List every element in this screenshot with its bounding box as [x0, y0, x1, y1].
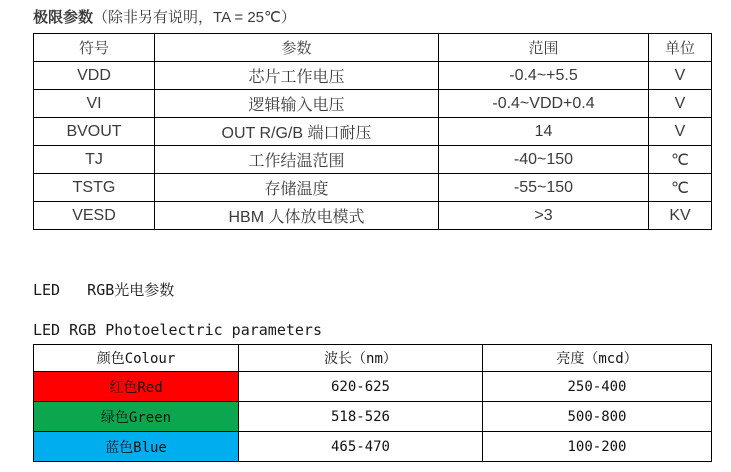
cell-wavelength: 518-526 — [239, 402, 483, 432]
table-row-blue — [34, 432, 712, 462]
limit-table-header-row — [34, 34, 712, 62]
col-header-parameter: 参数 — [155, 34, 439, 62]
table-row-vdd — [34, 62, 712, 90]
cell-unit: KV — [649, 202, 712, 230]
cell-range: -55~150 — [439, 174, 649, 202]
led-table-header-row — [34, 345, 712, 372]
cell-unit: ℃ — [649, 174, 712, 202]
col-header-colour: 颜色Colour — [34, 345, 239, 372]
table-row-tstg — [34, 174, 712, 202]
led-photoelectric-table — [33, 344, 712, 462]
cell-unit: V — [649, 90, 712, 118]
cell-brightness: 250-400 — [483, 372, 712, 402]
cell-parameter: OUT R/G/B 端口耐压 — [155, 118, 439, 146]
table-row-bvout — [34, 118, 712, 146]
title-condition: （除非另有说明，TA = 25℃） — [93, 9, 296, 26]
cell-unit: V — [649, 62, 712, 90]
cell-wavelength: 620-625 — [239, 372, 483, 402]
cell-symbol: TJ — [34, 146, 155, 174]
cell-parameter: HBM 人体放电模式 — [155, 202, 439, 230]
cell-symbol: VI — [34, 90, 155, 118]
table-row-green — [34, 402, 712, 432]
col-header-symbol: 符号 — [34, 34, 155, 62]
cell-colour-red: 红色Red — [34, 372, 239, 402]
cell-parameter: 芯片工作电压 — [155, 62, 439, 90]
cell-parameter: 存储温度 — [155, 174, 439, 202]
col-header-wavelength: 波长（nm） — [239, 345, 483, 372]
cell-parameter: 逻辑输入电压 — [155, 90, 439, 118]
limit-parameters-table — [33, 33, 712, 230]
cell-unit: V — [649, 118, 712, 146]
cell-wavelength: 465-470 — [239, 432, 483, 462]
page-title — [33, 6, 296, 27]
cell-parameter: 工作结温范围 — [155, 146, 439, 174]
table-row-red — [34, 372, 712, 402]
cell-range: >3 — [439, 202, 649, 230]
table-row-tj — [34, 146, 712, 174]
cell-brightness: 100-200 — [483, 432, 712, 462]
cell-colour-green: 绿色Green — [34, 402, 239, 432]
title-main: 极限参数 — [33, 9, 94, 26]
cell-symbol: VDD — [34, 62, 155, 90]
led-section-title-en: LED RGB Photoelectric parameters — [33, 321, 322, 339]
col-header-range: 范围 — [439, 34, 649, 62]
cell-symbol: BVOUT — [34, 118, 155, 146]
table-row-vesd — [34, 202, 712, 230]
cell-range: -40~150 — [439, 146, 649, 174]
cell-symbol: VESD — [34, 202, 155, 230]
cell-range: -0.4~VDD+0.4 — [439, 90, 649, 118]
table-row-vi — [34, 90, 712, 118]
cell-unit: ℃ — [649, 146, 712, 174]
cell-range: -0.4~+5.5 — [439, 62, 649, 90]
col-header-unit: 单位 — [649, 34, 712, 62]
cell-range: 14 — [439, 118, 649, 146]
col-header-brightness: 亮度（mcd） — [483, 345, 712, 372]
led-section-title-cn: LED RGB光电参数 — [33, 281, 175, 299]
cell-symbol: TSTG — [34, 174, 155, 202]
cell-brightness: 500-800 — [483, 402, 712, 432]
cell-colour-blue: 蓝色Blue — [34, 432, 239, 462]
